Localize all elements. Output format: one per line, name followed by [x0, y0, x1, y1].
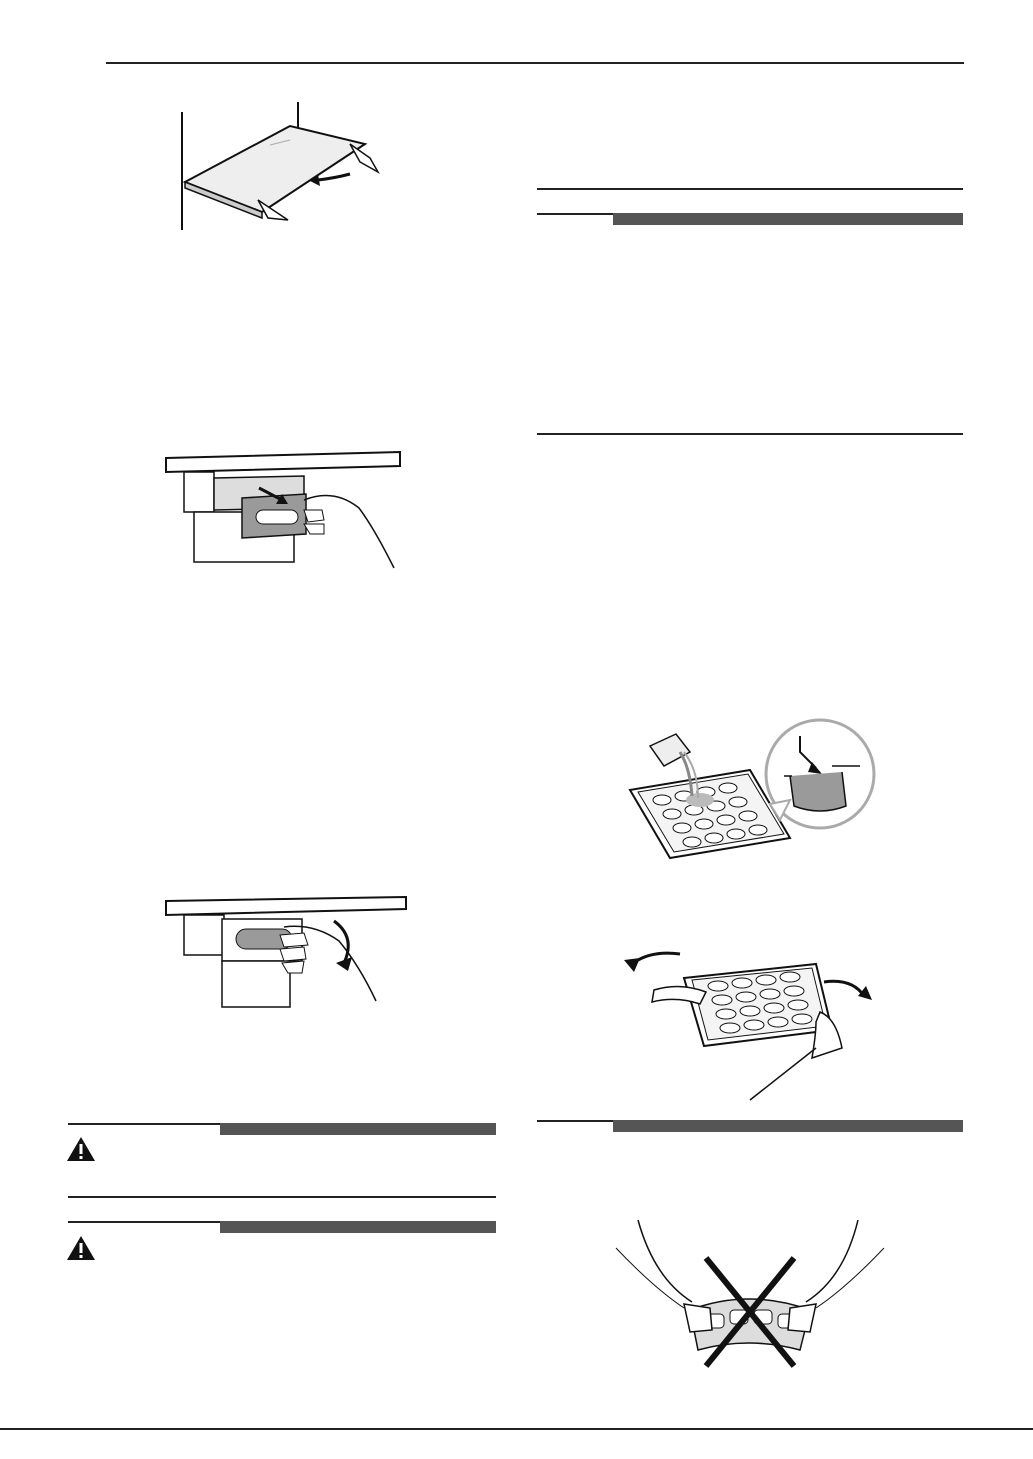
section-rule [537, 433, 963, 435]
shelf-slide-in-illustration [170, 100, 400, 235]
ice-tray-water-fill-illustration [620, 708, 876, 868]
page-header-rule [106, 62, 964, 64]
ice-tray-do-not-bend-illustration [614, 1218, 886, 1376]
caution-banner-thin [68, 1221, 220, 1223]
warning-triangle-icon [66, 1235, 96, 1261]
caution-banner-thin [68, 1123, 220, 1125]
note-banner-thin [537, 1120, 613, 1122]
note-banner-bar [613, 1120, 963, 1132]
ice-tray-rotate-in-illustration [164, 893, 409, 1028]
warning-triangle-icon [66, 1136, 96, 1162]
caution-banner-bar [220, 1221, 496, 1233]
ice-tray-pull-out-illustration [164, 448, 404, 578]
note-banner-bar [613, 213, 963, 225]
caution-banner-bar [220, 1123, 496, 1135]
section-rule [537, 188, 963, 190]
ice-tray-twist-illustration [620, 938, 882, 1103]
page-footer-rule [0, 1428, 1033, 1430]
section-rule [68, 1196, 496, 1198]
note-banner-thin [537, 213, 613, 215]
